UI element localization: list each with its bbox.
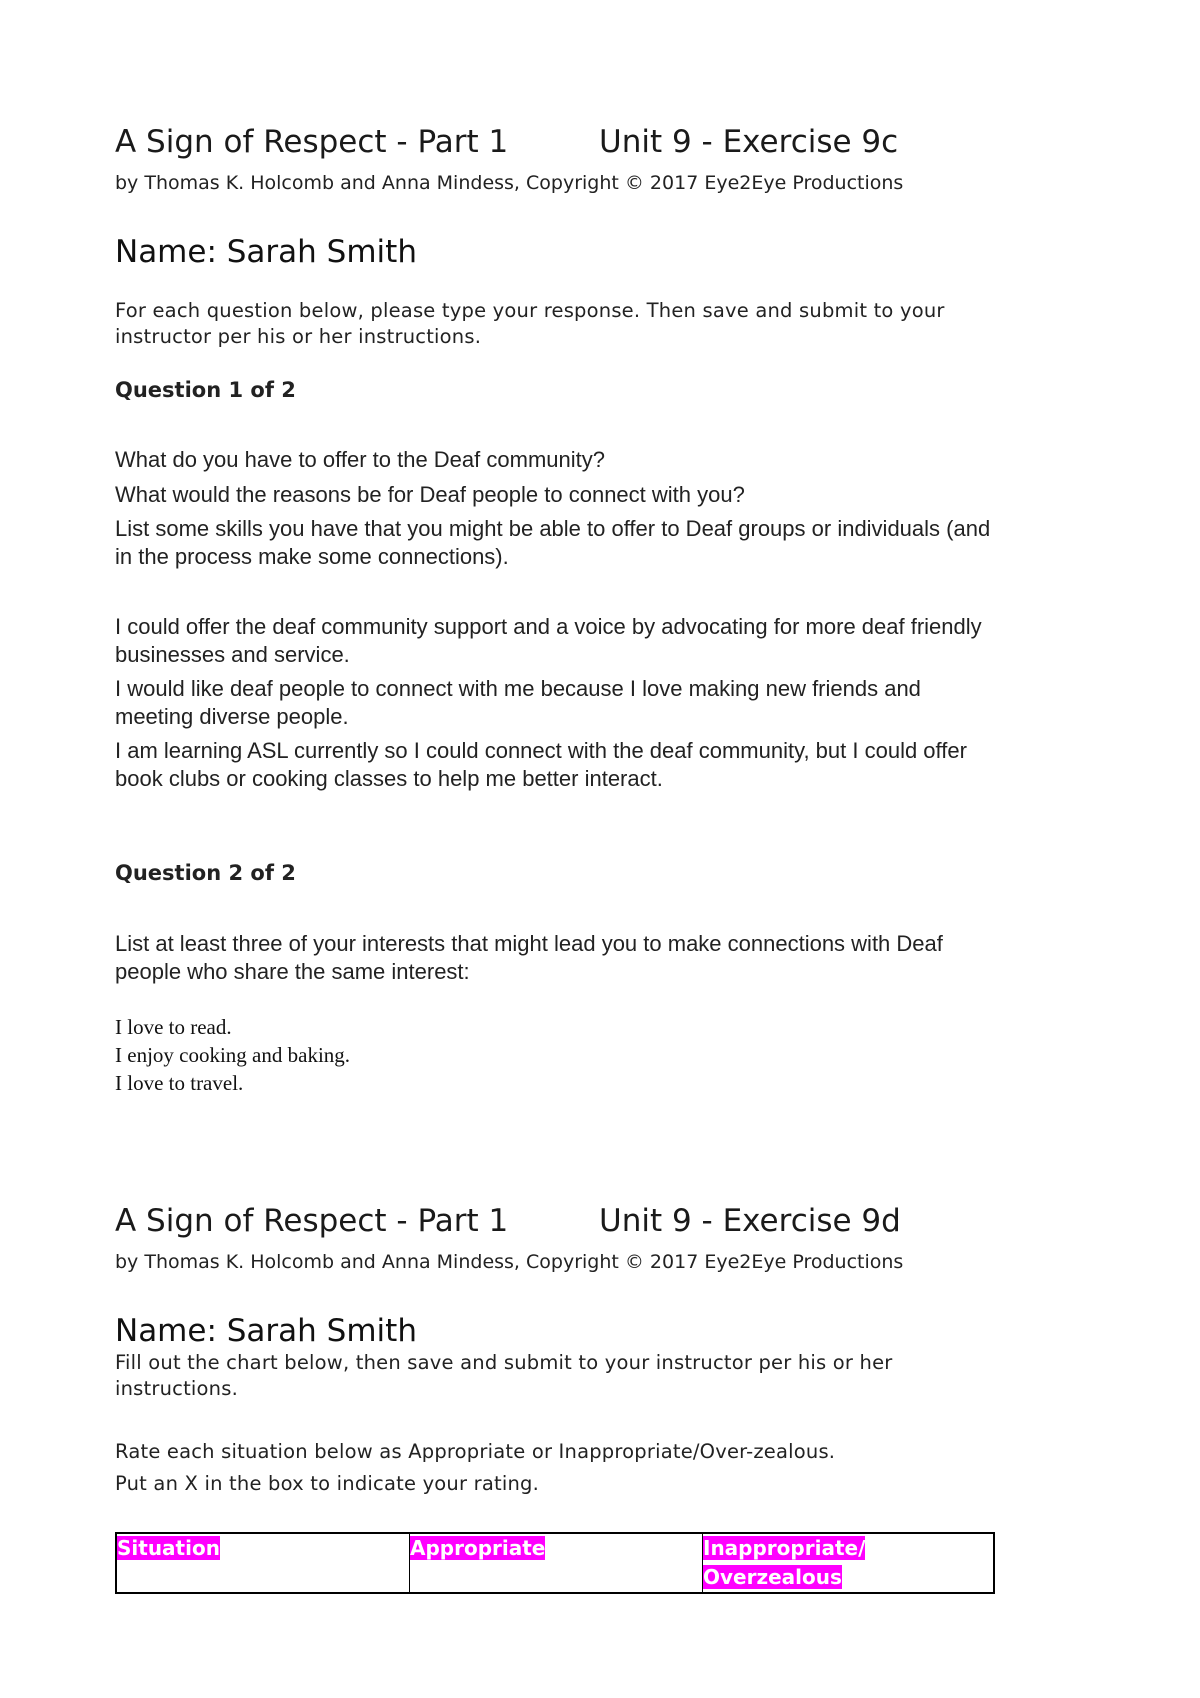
- byline: by Thomas K. Holcomb and Anna Mindess, Copyright © 2017 Eye2Eye Productions: [115, 172, 904, 194]
- student-name: Name: Sarah Smith: [115, 234, 417, 270]
- unit-label: Unit 9 - Exercise 9d: [599, 1203, 901, 1239]
- unit-label: Unit 9 - Exercise 9c: [599, 124, 899, 160]
- q1-prompt-3b: in the process make some connections).: [115, 544, 509, 569]
- exercise-9d-title: [115, 1203, 1015, 1239]
- header-inappropriate[interactable]: [703, 1533, 995, 1593]
- title-text: A Sign of Respect - Part 1: [115, 1203, 509, 1239]
- header-appropriate-label: Appropriate: [410, 1536, 546, 1560]
- table-row: [116, 1533, 994, 1593]
- header-inappropriate-label: Inappropriate/: [703, 1536, 866, 1560]
- chart-instructions-line-1: Fill out the chart below, then save and submit to your instructor per his or her: [115, 1351, 893, 1374]
- q1-answer-1b: businesses and service.: [115, 642, 350, 667]
- student-name: Name: Sarah Smith: [115, 1313, 417, 1349]
- question-2-heading: Question 2 of 2: [115, 861, 296, 885]
- q1-answer-3b: book clubs or cooking classes to help me better interact.: [115, 766, 663, 791]
- q1-answer-2b: meeting diverse people.: [115, 704, 349, 729]
- q1-prompt-3a: List some skills you have that you might be able to offer to Deaf groups or individuals (and: [115, 516, 991, 541]
- byline: by Thomas K. Holcomb and Anna Mindess, Copyright © 2017 Eye2Eye Productions: [115, 1251, 904, 1273]
- question-1-heading: Question 1 of 2: [115, 378, 296, 402]
- q1-answer-1a: I could offer the deaf community support and a voice by advocating for more deaf friendly: [115, 614, 982, 639]
- q2-answer-3: I love to travel.: [115, 1071, 244, 1095]
- title-text: A Sign of Respect - Part 1: [115, 124, 509, 160]
- instructions-line-1: For each question below, please type your response. Then save and submit to your: [115, 299, 945, 322]
- rating-chart: [115, 1532, 995, 1594]
- header-overzealous-label: Overzealous: [703, 1565, 842, 1589]
- q1-answer-2a: I would like deaf people to connect with me because I love making new friends and: [115, 676, 921, 701]
- header-situation-label: Situation: [117, 1536, 220, 1560]
- rating-instruction-1: Rate each situation below as Appropriate or Inappropriate/Over-zealous.: [115, 1440, 836, 1463]
- header-appropriate[interactable]: [410, 1533, 703, 1593]
- exercise-9c-title: [115, 124, 1015, 160]
- q2-answer-1: I love to read.: [115, 1015, 232, 1039]
- rating-instruction-2: Put an X in the box to indicate your rating.: [115, 1472, 539, 1495]
- q1-prompt-2: What would the reasons be for Deaf people to connect with you?: [115, 482, 745, 507]
- chart-instructions-line-2: instructions.: [115, 1377, 238, 1400]
- q2-prompt-a: List at least three of your interests that might lead you to make connections with Deaf: [115, 931, 943, 956]
- q2-prompt-b: people who share the same interest:: [115, 959, 470, 984]
- q2-answer-2: I enjoy cooking and baking.: [115, 1043, 351, 1067]
- q1-answer-3a: I am learning ASL currently so I could connect with the deaf community, but I could offer: [115, 738, 967, 763]
- instructions-line-2: instructor per his or her instructions.: [115, 325, 482, 348]
- header-situation[interactable]: [116, 1533, 410, 1593]
- q1-prompt-1: What do you have to offer to the Deaf community?: [115, 447, 605, 472]
